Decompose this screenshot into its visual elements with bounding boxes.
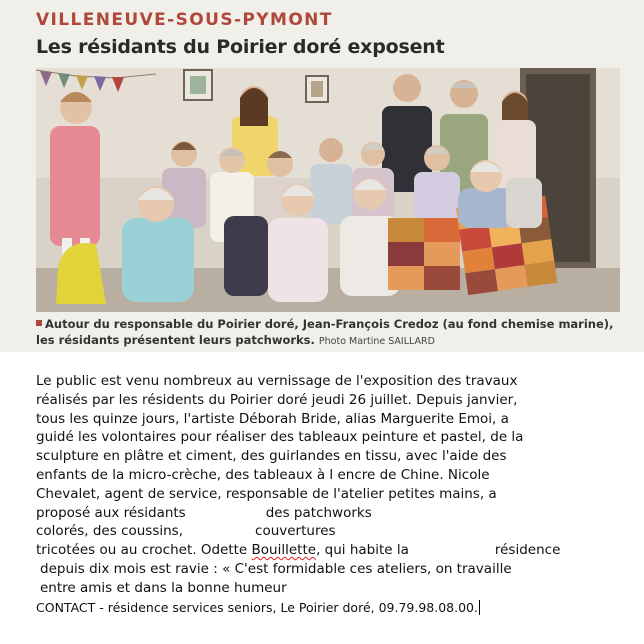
article-line <box>36 522 596 541</box>
article-line <box>36 504 596 523</box>
article-fragment: colorés, des coussins, <box>36 523 184 540</box>
article-headline: Les résidants du Poirier doré exposent <box>36 36 445 58</box>
article-line: entre amis et dans la bonne humeur <box>40 579 287 596</box>
article-body[interactable] <box>36 372 596 598</box>
article-fragment: proposé aux résidants <box>36 504 186 521</box>
article-line <box>36 541 596 560</box>
article-fragment: couvertures <box>255 523 336 540</box>
caption-marker-icon <box>36 320 42 326</box>
spellcheck-flagged-word[interactable]: Bouillette <box>251 542 317 559</box>
article-line: Le public est venu nombreux au vernissage de l'exposition des travaux <box>36 373 518 389</box>
article-fragment: tricotées ou au crochet. Odette <box>36 542 248 559</box>
group-photo-icon <box>36 68 620 312</box>
caption-text: Autour du responsable du Poirier doré, Jean-François Credoz (au fond chemise marine), les résidants présentent leurs patchworks. <box>36 317 614 347</box>
article-fragment: , qui habite la <box>316 542 409 559</box>
article-fragment: résidence <box>494 542 561 559</box>
article-line: enfants de la micro-crèche, des tableaux à l encre de Chine. Nicole <box>36 466 490 483</box>
article-fragment: des patchworks <box>265 504 372 521</box>
article-line: depuis dix mois est ravie : « C'est formidable ces ateliers, on travaille <box>40 560 512 577</box>
section-kicker: VILLENEUVE-SOUS-PYMONT <box>36 10 333 30</box>
article-line: Chevalet, agent de service, responsable de l'atelier petites mains, a <box>36 485 497 502</box>
contact-line[interactable] <box>36 600 480 615</box>
text-cursor <box>479 600 480 615</box>
article-line: sculpture en plâtre et ciment, des guirlandes en tissu, avec l'aide des <box>36 448 507 465</box>
article-line: tous les quinze jours, l'artiste Déborah Bride, alias Marguerite Emoi, a <box>36 410 509 427</box>
photo-credit: Photo Martine SAILLARD <box>318 336 435 347</box>
contact-text: CONTACT - résidence services seniors, Le Poirier doré, 09.79.98.08.00. <box>36 600 478 615</box>
article-line: guidé les volontaires pour réaliser des tableaux peinture et pastel, de la <box>36 429 524 446</box>
photo-caption <box>36 316 626 350</box>
group-photo <box>36 68 620 312</box>
article-line: réalisés par les résidents du Poirier doré jeudi 26 juillet. Depuis janvier, <box>36 391 518 408</box>
